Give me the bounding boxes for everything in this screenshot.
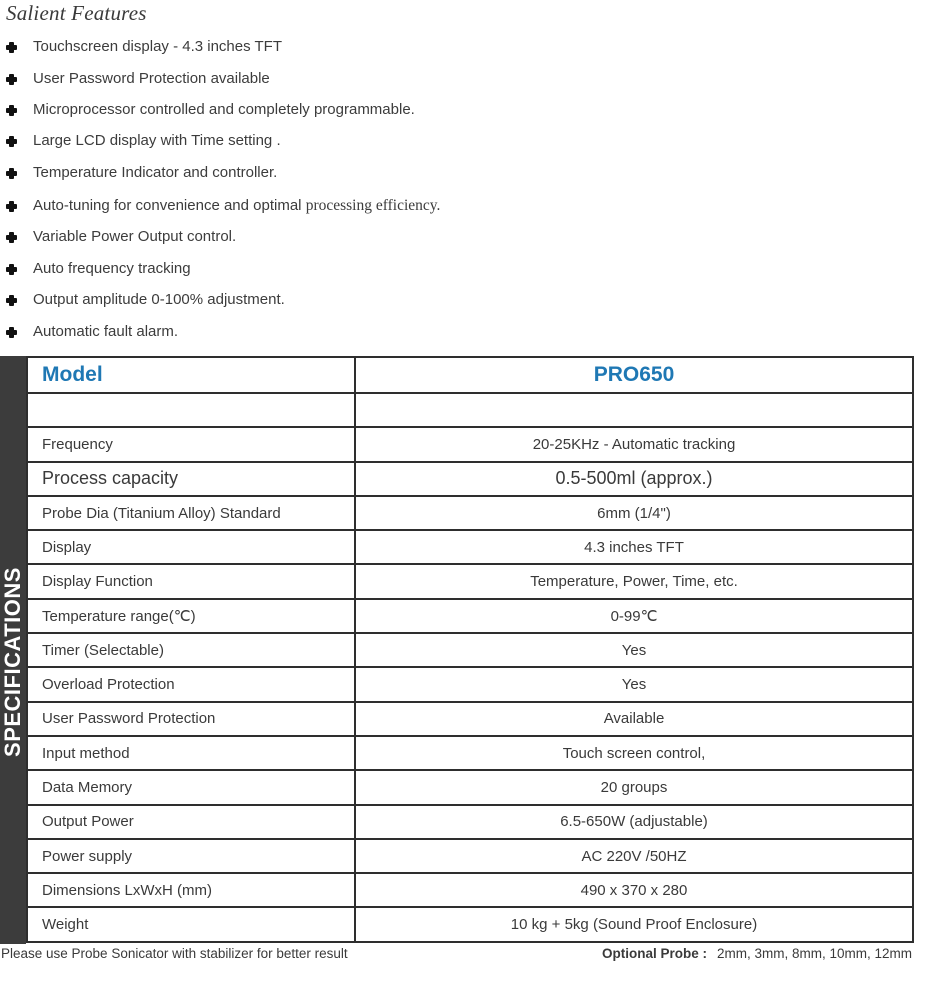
spec-key: Overload Protection [27,667,355,701]
section-heading: Salient Features [6,1,147,25]
bullet-icon [6,201,17,212]
table-row [27,462,913,496]
feature-text: User Password Protection available [33,70,270,87]
table-row [27,530,913,564]
list-item [0,287,700,315]
spec-table-container [26,356,912,944]
spec-key: Input method [27,736,355,770]
feature-text: Microprocessor controlled and completely programmable. [33,101,415,118]
feature-text-tail: processing efficiency. [305,197,441,214]
feature-text: Touchscreen display - 4.3 inches TFT [33,38,283,55]
spec-value: 6mm (1/4") [355,496,913,530]
spec-key: Power supply [27,839,355,873]
bullet-icon [6,327,17,338]
spec-value: 20-25KHz - Automatic tracking [355,427,913,461]
feature-text-main: Auto-tuning for convenience and optimal [33,197,306,214]
table-row [27,667,913,701]
spec-key: Data Memory [27,770,355,804]
list-item [0,128,700,156]
spec-key: Display [27,530,355,564]
feature-text: Automatic fault alarm. [33,323,179,340]
spec-value: 6.5-650W (adjustable) [355,805,913,839]
feature-text: Variable Power Output control. [33,228,237,245]
specifications-label-text: SPECIFICATIONS [0,566,25,757]
feature-text [33,197,440,215]
list-item [0,34,700,62]
spec-key [27,393,355,427]
table-row [27,736,913,770]
spec-key: Dimensions LxWxH (mm) [27,873,355,907]
optional-probe [602,946,912,961]
spec-value: Temperature, Power, Time, etc. [355,564,913,598]
spec-value: AC 220V /50HZ [355,839,913,873]
list-item [0,193,700,221]
list-item [0,319,700,347]
table-row [27,702,913,736]
list-item [0,160,700,188]
feature-text: Output amplitude 0-100% adjustment. [33,291,285,308]
bullet-icon [6,264,17,275]
spec-value: 20 groups [355,770,913,804]
table-row [27,873,913,907]
spec-value: 490 x 370 x 280 [355,873,913,907]
spec-key: Display Function [27,564,355,598]
model-value: PRO650 [355,357,913,393]
spec-key: User Password Protection [27,702,355,736]
feature-text: Temperature Indicator and controller. [33,164,278,181]
table-row [27,393,913,427]
table-row [27,839,913,873]
spec-value: Available [355,702,913,736]
bullet-icon [6,168,17,179]
table-row [27,770,913,804]
spec-key: Probe Dia (Titanium Alloy) Standard [27,496,355,530]
spec-value [355,393,913,427]
model-label: Model [27,357,355,393]
table-row [27,427,913,461]
table-row [27,805,913,839]
table-row [27,564,913,598]
spec-value: Yes [355,667,913,701]
spec-value: 0.5-500ml (approx.) [355,462,913,496]
spec-value: Yes [355,633,913,667]
list-item [0,224,700,252]
bullet-icon [6,105,17,116]
feature-text: Auto frequency tracking [33,260,191,277]
spec-key: Temperature range(℃) [27,599,355,633]
spec-value: 0-99℃ [355,599,913,633]
optional-probe-values: 2mm, 3mm, 8mm, 10mm, 12mm [716,946,912,961]
optional-probe-label: Optional Probe : [601,946,707,961]
table-row [27,496,913,530]
spec-key: Timer (Selectable) [27,633,355,667]
list-item [0,97,700,125]
bullet-icon [6,136,17,147]
list-item [0,66,700,94]
spec-value: 10 kg + 5kg (Sound Proof Enclosure) [355,907,913,941]
specifications-label [0,356,26,944]
spec-value: 4.3 inches TFT [355,530,913,564]
footer-note: Please use Probe Sonicator with stabilizer for better result [1,946,348,961]
table-row [27,599,913,633]
spec-key: Output Power [27,805,355,839]
bullet-icon [6,42,17,53]
list-item [0,256,700,284]
spec-value: Touch screen control, [355,736,913,770]
feature-text: Large LCD display with Time setting . [33,132,281,149]
table-header-row [27,357,913,393]
spec-table [26,356,914,943]
spec-key: Frequency [27,427,355,461]
spec-key: Weight [27,907,355,941]
bullet-icon [6,232,17,243]
bullet-icon [6,74,17,85]
table-row [27,907,913,941]
table-row [27,633,913,667]
bullet-icon [6,295,17,306]
spec-key: Process capacity [27,462,355,496]
